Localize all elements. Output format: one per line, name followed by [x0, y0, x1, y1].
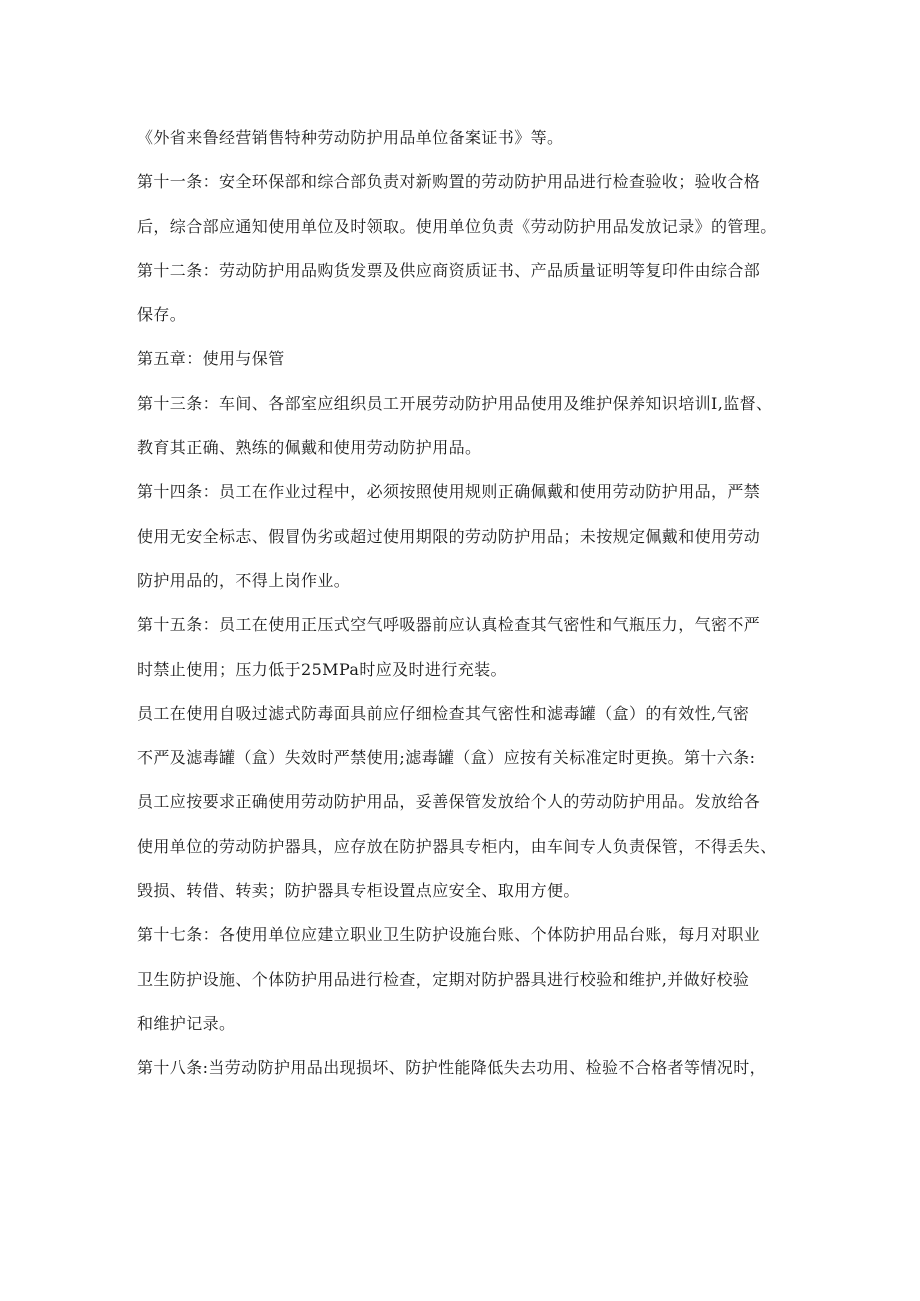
text-line: 不严及滤毒罐（盒）失效时严禁使用;滤毒罐（盒）应按有关标准定时更换。第十六条: [137, 748, 756, 768]
text-line: 员工在使用自吸过滤式防毒面具前应仔细检查其气密性和滤毒罐（盒）的有效性,气密 [137, 703, 750, 723]
text-line: 教育其正确、熟练的佩戴和使用劳动防护用品。 [137, 438, 482, 458]
text-line: 《外省来鲁经营销售特种劳动防护用品单位备案证书》等。 [137, 128, 564, 147]
chapter-heading: 第五章：使用与保管 [137, 349, 285, 369]
text-line: 使用无安全标志、假冒伪劣或超过使用期限的劳动防护用品；未按规定佩戴和使用劳动 [137, 526, 761, 546]
text-line: 第十一条：安全环保部和综合部负责对新购置的劳动防护用品进行检查验收；验收合格 [137, 172, 761, 192]
text-line: 和维护记录。 [137, 1013, 236, 1033]
document-body [137, 116, 787, 1091]
text-line: 毁损、转借、转卖；防护器具专柜设置点应安全、取用方便。 [137, 881, 580, 901]
text-line: 保存。 [137, 305, 187, 325]
text-line: 第十八条:当劳动防护用品出现损坏、防护性能降低失去功用、检验不合格者等情况时， [137, 1058, 766, 1078]
text-line: 第十五条：员工在使用正压式空气呼吸器前应认真检查其气密性和气瓶压力，气密不严 [137, 615, 761, 635]
text-line: 使用单位的劳动防护器具，应存放在防护器具专柜内，由车间专人负责保管，不得丢失、 [137, 836, 777, 856]
text-line: 时禁止使用；压力低于25MPa时应及时进行充装。 [137, 659, 507, 679]
text-line: 防护用品的，不得上岗作业。 [137, 570, 351, 590]
text-line: 卫生防护设施、个体防护用品进行检查，定期对防护器具进行校验和维护,并做好校验 [137, 969, 750, 989]
text-line: 第十四条：员工在作业过程中，必须按照使用规则正确佩戴和使用劳动防护用品，严禁 [137, 482, 761, 502]
text-line: 第十三条：车间、各部室应组织员工开展劳动防护用品使用及维护保养知识培训I,监督、 [137, 393, 773, 413]
text-line: 第十二条：劳动防护用品购货发票及供应商资质证书、产品质量证明等复印件由综合部 [137, 260, 761, 280]
text-line: 后，综合部应通知使用单位及时领取。使用单位负责《劳动防护用品发放记录》的管理。 [137, 216, 777, 236]
text-line: 员工应按要求正确使用劳动防护用品，妥善保管发放给个人的劳动防护用品。发放给各 [137, 792, 761, 812]
text-line: 第十七条：各使用单位应建立职业卫生防护设施台账、个体防护用品台账，每月对职业 [137, 925, 761, 945]
